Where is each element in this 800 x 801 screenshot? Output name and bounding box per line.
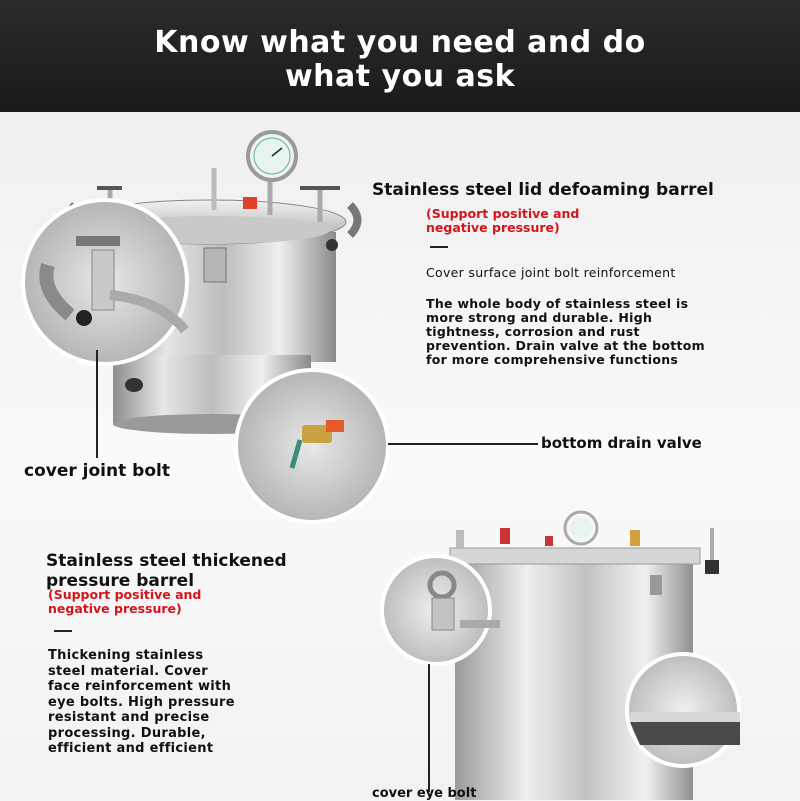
product2-pressure-note-line1: (Support positive and bbox=[48, 587, 202, 602]
product2-title-line2: pressure barrel bbox=[46, 571, 195, 591]
joint-bolt-callout: cover joint bolt bbox=[24, 461, 170, 481]
eye-bolt-callout: cover eye bolt bbox=[372, 786, 477, 801]
product1-pressure-note-line1: (Support positive and bbox=[426, 206, 580, 221]
product1-pressure-note-line2: negative pressure) bbox=[426, 220, 560, 235]
product1-description bbox=[426, 297, 705, 367]
drain-leader-line bbox=[388, 443, 538, 445]
product1-pressure-note bbox=[426, 207, 579, 235]
product1-desc-line: The whole body of stainless steel is bbox=[426, 296, 689, 311]
product1-desc-line: prevention. Drain valve at the bottom bbox=[426, 338, 705, 353]
product2-desc-line: Thickening stainless bbox=[48, 648, 204, 663]
product2-desc-line: resistant and precise bbox=[48, 710, 210, 725]
product2-pressure-note bbox=[48, 588, 201, 616]
product1-desc-line: tightness, corrosion and rust bbox=[426, 324, 640, 339]
product2-title bbox=[46, 551, 287, 591]
bolt-leader-line bbox=[96, 350, 98, 458]
product1-desc-line: more strong and durable. High bbox=[426, 310, 653, 325]
product2-desc-line: steel material. Cover bbox=[48, 663, 208, 679]
product2-divider bbox=[54, 630, 72, 632]
product1-title: Stainless steel lid defoaming barrel bbox=[372, 180, 714, 200]
product2-desc-line: face reinforcement with bbox=[48, 679, 232, 694]
drain-valve-callout: bottom drain valve bbox=[541, 434, 702, 452]
product2-pressure-note-line2: negative pressure) bbox=[48, 601, 182, 616]
product1-feature: Cover surface joint bolt reinforcement bbox=[426, 265, 676, 280]
product1-desc-line: for more comprehensive functions bbox=[426, 352, 679, 367]
product2-description bbox=[48, 648, 235, 757]
eye-bolt-leader-line bbox=[428, 664, 430, 792]
product1-divider bbox=[430, 246, 448, 248]
product2-title-line1: Stainless steel thickened bbox=[46, 551, 287, 571]
header-title-line2: what you ask bbox=[284, 59, 516, 94]
header-title-line1: Know what you need and do bbox=[154, 25, 646, 60]
product2-desc-line: eye bolts. High pressure bbox=[48, 694, 235, 710]
product2-desc-line: processing. Durable, bbox=[48, 725, 206, 741]
product2-desc-line: efficient and efficient bbox=[48, 741, 214, 756]
